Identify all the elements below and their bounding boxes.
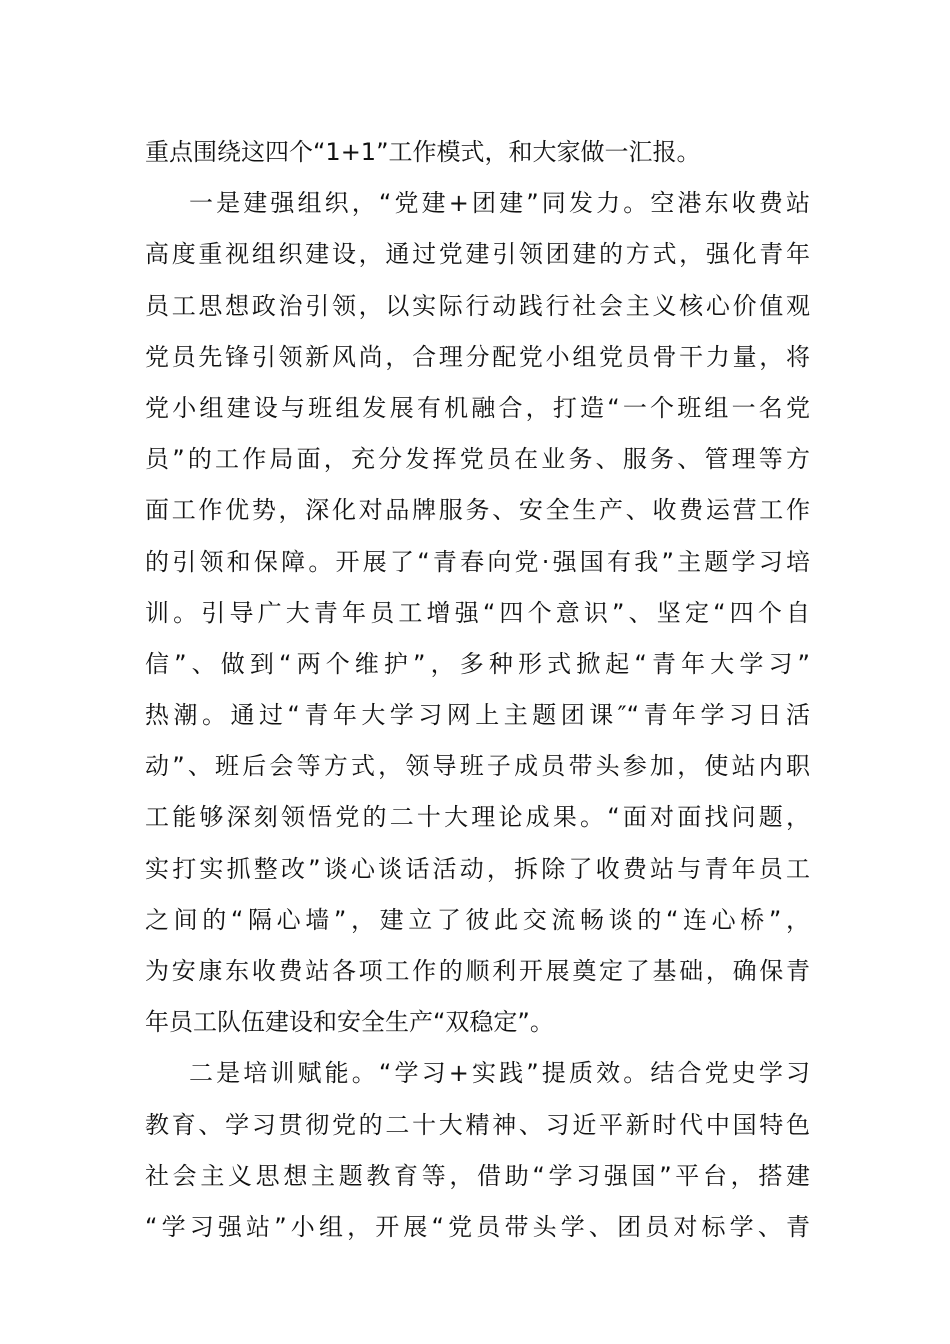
text-line: 社会主义思想主题教育等，借助“学习强国”平台，搭建: [145, 1161, 810, 1190]
text-line: 高度重视组织建设，通过党建引领团建的方式，强化青年: [145, 240, 810, 269]
paragraph-first-line: 二是培训赋能。“学习+实践”提质效。结合党史学习: [189, 1059, 810, 1088]
text-line: 实打实抓整改”谈心谈话活动，拆除了收费站与青年员工: [145, 854, 810, 883]
text-line: 员工思想政治引领，以实际行动践行社会主义核心价值观: [145, 291, 810, 320]
text-line: 动”、班后会等方式，领导班子成员带头参加，使站内职: [145, 752, 810, 781]
document-body: [145, 127, 810, 1253]
text-line: 面工作优势，深化对品牌服务、安全生产、收费运营工作: [145, 496, 810, 525]
text-line: “学习强站”小组，开展“党员带头学、团员对标学、青: [145, 1212, 810, 1241]
text-line: 的引领和保障。开展了“青春向党·强国有我”主题学习培: [145, 547, 810, 576]
text-line: 为安康东收费站各项工作的顺利开展奠定了基础，确保青: [145, 957, 810, 985]
text-line: 工能够深刻领悟党的二十大理论成果。“面对面找问题，: [145, 803, 810, 832]
text-line: 之间的“隔心墙”，建立了彼此交流畅谈的“连心桥”，: [145, 905, 810, 934]
paragraph-last-line: 年员工队伍建设和安全生产“双稳定”。: [145, 1008, 554, 1037]
paragraph-first-line: 一是建强组织，“党建+团建”同发力。空港东收费站: [189, 189, 810, 218]
text-line: 员”的工作局面，充分发挥党员在业务、服务、管理等方: [145, 445, 810, 474]
text-line: 重点围绕这四个“1+1”工作模式，和大家做一汇报。: [145, 138, 701, 166]
text-line: 信”、做到“两个维护”，多种形式掀起“青年大学习”: [145, 649, 810, 678]
text-line: 热潮。通过“青年大学习网上主题团课″“青年学习日活: [145, 701, 810, 730]
text-line: 党员先锋引领新风尚，合理分配党小组党员骨干力量，将: [145, 342, 810, 371]
text-line: 党小组建设与班组发展有机融合，打造“一个班组一名党: [145, 393, 810, 422]
text-line: 训。引导广大青年员工增强“四个意识”、坚定“四个自: [145, 598, 810, 627]
text-line: 教育、学习贯彻党的二十大精神、习近平新时代中国特色: [145, 1110, 810, 1139]
